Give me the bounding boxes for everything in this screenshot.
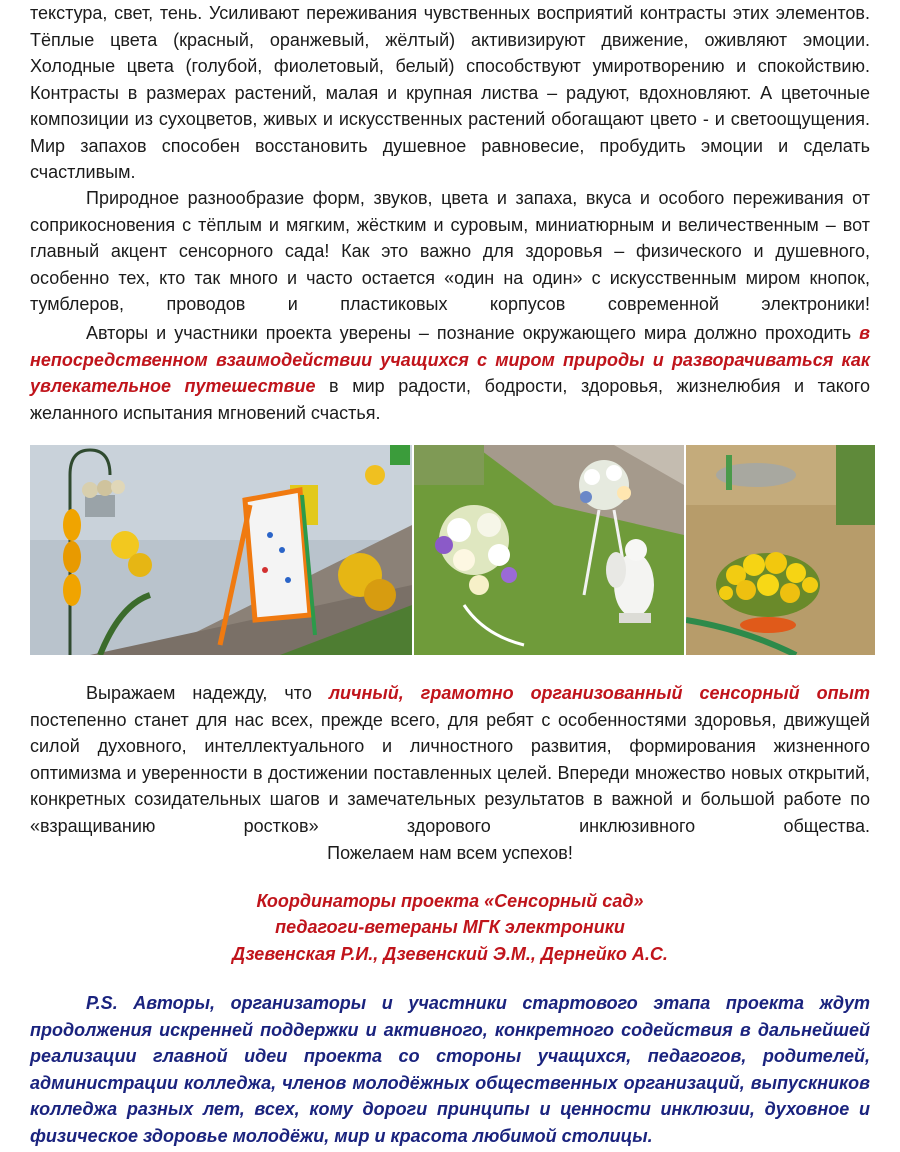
paragraph-authors-text: Авторы и участники проекта уверены – познание окружающего мира должно проходить bbox=[86, 323, 860, 343]
postscript: P.S. Авторы, организаторы и участники стартового этапа проекта ждут продолжения искренней поддержки и активного, конкретного содействия в дальнейшей реализации главной идеи проекта со стороны учащихся, педагогов, родителей, администрации колледжа, членов молодёжных общественных организаций, выпускников колледжа разных лет, всех, кому дороги принципы и ценности инклюзии, духовное и физическое здоровье молодёжи, мир и красота любимой столицы. bbox=[30, 993, 870, 1146]
coordinators-names: Дзевенская Р.И., Дзевенский Э.М., Дернейко А.С. bbox=[232, 944, 668, 964]
coordinators-position: педагоги-ветераны МГК электроники bbox=[275, 917, 625, 937]
paragraph-authors-tail: в мир радости, бодрости, здоровья, жизнелюбия и такого желанного испытания мгновений счастья. bbox=[30, 376, 870, 423]
paragraph-authors-highlight: в непосредственном взаимодействии учащихся с миром природы и разворачиваться как увлекательное путешествие bbox=[30, 323, 870, 396]
paragraph-hope-tail: постепенно станет для нас всех, прежде всего, для ребят с особенностями здоровья, движущей силой духовного, интеллектуального и личностного развития, формирования жизненного оптимизма и уверенности в достижении поставленных целей. Впереди множество новых открытий, конкретных созидательных шагов и замечательных результатов в важной и большой работе по «взращиванию ростков» здорового инклюзивного общества. bbox=[30, 709, 870, 836]
paragraph-authors bbox=[30, 320, 870, 426]
paragraph-hope bbox=[30, 680, 870, 839]
paragraph-hope-highlight: личный, грамотно организованный сенсорный опыт bbox=[328, 683, 870, 703]
paragraph-senses: текстура, свет, тень. Усиливают переживания чувственных восприятий контрасты этих элементов. Тёплые цвета (красный, оранжевый, жёлтый) активизируют движение, оживляют эмоции. Холодные цвета (голубой, фиолетовый, белый) способствуют умиротворению и спокойствию. Контрасты в размерах растений, малая и крупная листва – радуют, вдохновляют. А цветочные композиции из сухоцветов, живых и искусственных растений обогащают цвето - и светоощущения. Мир запахов способен восстановить душевное равновесие, пробудить эмоции и сделать счастливым. bbox=[30, 3, 870, 182]
wish-line: Пожелаем нам всем успехов! bbox=[327, 843, 573, 863]
paragraph-diversity: Природное разнообразие форм, звуков, цвета и запаха, вкуса и особого переживания от соприкосновения с тёплым и мягким, жёстким и суровым, миниатюрным и величественным – вот главный акцент сенсорного сада! Как это важно для здоровья – физического и душевного, особенно тех, кто так много и часто остается «один на один» с искусственным миром кнопок, тумблеров, проводов и пластиковых корпусов современной электроники! bbox=[30, 188, 870, 314]
garden-photo-strip bbox=[30, 445, 875, 655]
photo-garden-stand-easel bbox=[30, 445, 412, 655]
photo-bouquets-angel bbox=[414, 445, 684, 655]
paragraph-hope-text: Выражаем надежду, что bbox=[86, 683, 329, 703]
coordinators-title: Координаторы проекта «Сенсорный сад» bbox=[256, 891, 644, 911]
photo-chrysanthemum-pot bbox=[686, 445, 875, 655]
